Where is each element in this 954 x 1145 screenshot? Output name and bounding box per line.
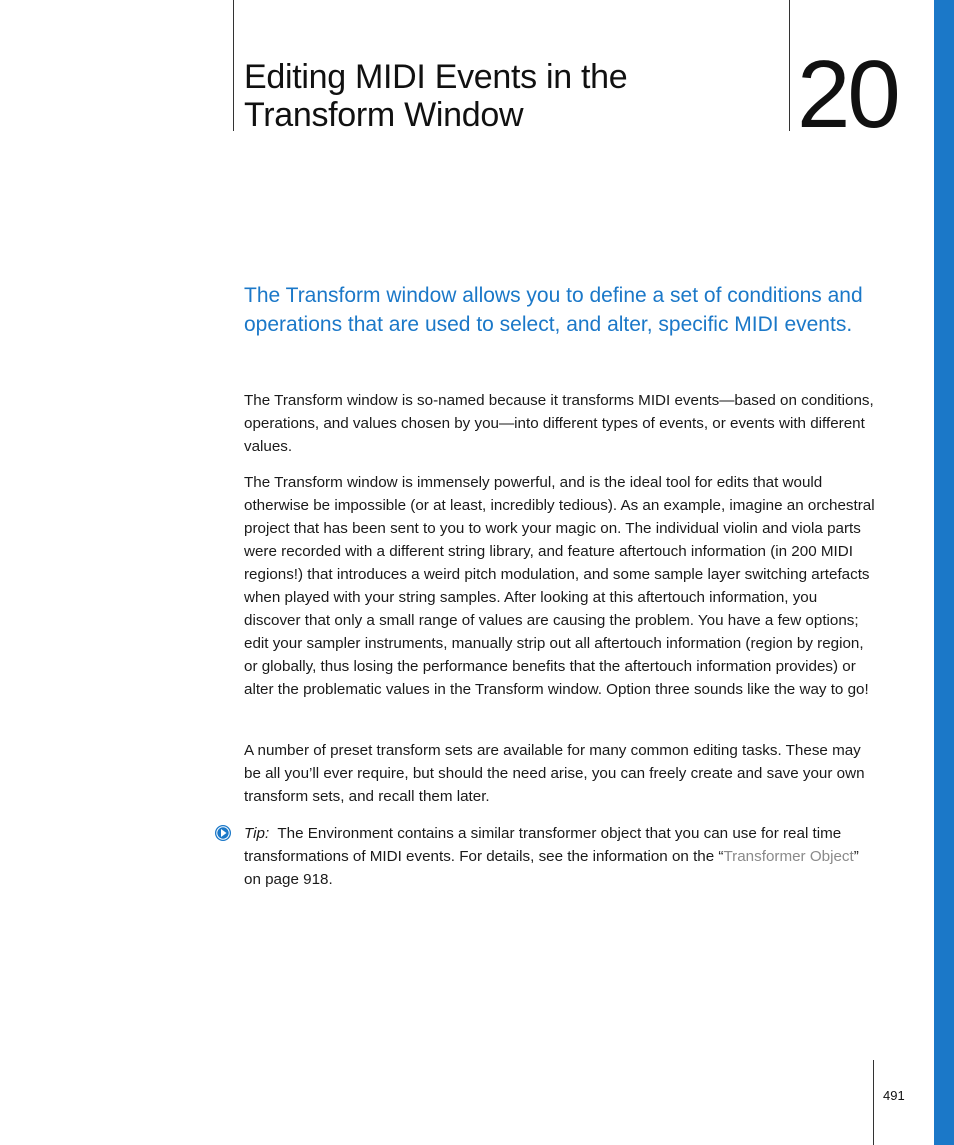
chapter-edge-tab (934, 0, 954, 1145)
tip-note (244, 822, 876, 891)
title-left-rule (233, 0, 234, 131)
body-paragraph-1: The Transform window is so-named because it transforms MIDI events—based on conditions, operations, and values chosen by you—into different types of events, or events with different values. (244, 392, 874, 455)
tip-text-end: ” on page 918. (244, 848, 859, 888)
transformer-object-link[interactable]: Transformer Object (723, 848, 854, 865)
body-paragraph-3: A number of preset transform sets are available for many common editing tasks. These may be all you’ll ever require, but should the need arise, you can freely create and save your own transform sets, and recall them later. (244, 742, 865, 805)
tip-arrow-icon (214, 824, 232, 842)
chapter-title-line-2: Transform Window (244, 96, 524, 134)
chapter-title-line-1: Editing MIDI Events in the (244, 58, 628, 96)
page-number-rule (873, 1060, 874, 1145)
chapter-title (244, 58, 764, 134)
body-paragraph-2: The Transform window is immensely powerful, and is the ideal tool for edits that would otherwise be impossible (or at least, incredibly tedious). As an example, imagine an orchestral project that has been sent to you to work your magic on. The individual violin and viola parts were recorded with a different string library, and feature aftertouch information (in 200 MIDI regions!) that introduces a weird pitch modulation, and some sample layer switching artefacts when played with your string samples. After looking at this aftertouch information, you discover that only a small range of values are causing the problem. You have a few options; edit your sampler instruments, manually strip out all aftertouch information (region by region, or globally, thus losing the performance benefits that the aftertouch information provides) or alter the problematic values in the Transform window. Option three sounds like the way to go! (244, 474, 875, 698)
chapter-intro: The Transform window allows you to define a set of conditions and operations that are used to select, and alter, specific MIDI events. (244, 284, 863, 336)
page-number: 491 (883, 1088, 905, 1103)
tip-label: Tip: (244, 825, 270, 842)
tip-text: The Environment contains a similar transformer object that you can use for real time transformations of MIDI events. For details, see the information on the “ (244, 825, 842, 865)
title-right-rule (789, 0, 790, 131)
chapter-number: 20 (797, 41, 898, 148)
